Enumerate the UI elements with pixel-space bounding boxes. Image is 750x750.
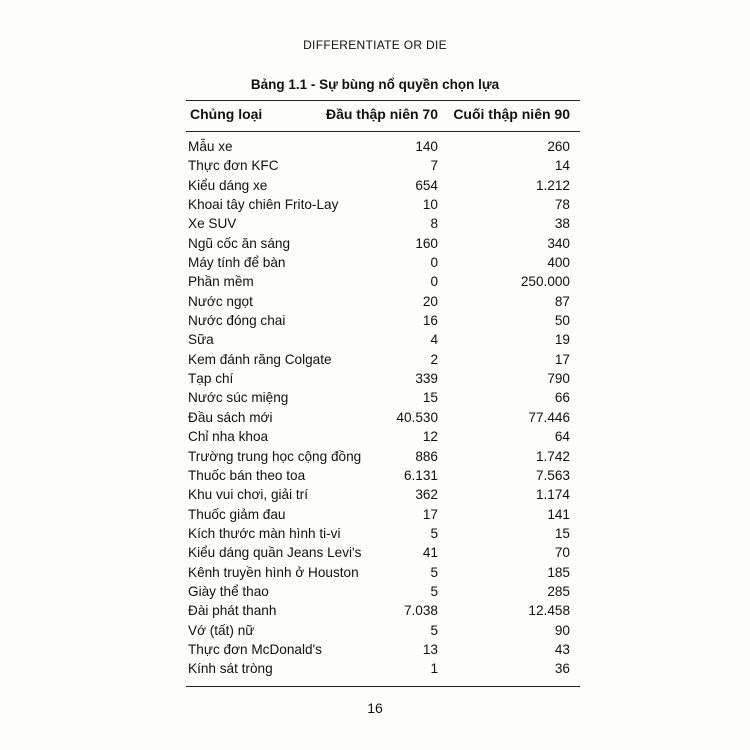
table-row [186, 272, 580, 291]
cell-early-70s: 1 [430, 661, 438, 677]
table-body [186, 137, 580, 679]
cell-category: Nước súc miệng [188, 390, 289, 406]
table-row [186, 621, 580, 640]
table-row [186, 311, 580, 330]
cell-late-90s: 1.742 [535, 448, 570, 464]
cell-early-70s: 362 [415, 487, 438, 503]
cell-category: Thuốc giảm đau [188, 506, 286, 522]
cell-early-70s: 7.038 [403, 603, 438, 619]
cell-early-70s: 15 [422, 390, 438, 406]
table-row [186, 156, 580, 175]
cell-category: Kính sát tròng [188, 661, 273, 677]
cell-late-90s: 1.212 [535, 177, 570, 193]
table-row [186, 176, 580, 195]
header-late-90s: Cuối thập niên 90 [453, 106, 570, 122]
table-row [186, 505, 580, 524]
table-row [186, 292, 580, 311]
cell-late-90s: 90 [554, 622, 570, 638]
cell-late-90s: 400 [547, 255, 570, 271]
cell-late-90s: 17 [554, 351, 570, 367]
cell-category: Xe SUV [188, 216, 237, 232]
table-row [186, 369, 580, 388]
cell-early-70s: 160 [415, 235, 438, 251]
cell-category: Phần mềm [188, 274, 254, 290]
cell-late-90s: 141 [547, 506, 570, 522]
cell-early-70s: 5 [430, 525, 438, 541]
table-row [186, 350, 580, 369]
cell-late-90s: 38 [554, 216, 570, 232]
cell-late-90s: 12.458 [528, 603, 570, 619]
cell-early-70s: 7 [430, 158, 438, 174]
table-row [186, 137, 580, 156]
cell-late-90s: 43 [554, 641, 570, 657]
table-header-rule [186, 131, 580, 132]
cell-early-70s: 5 [430, 622, 438, 638]
cell-category: Thực đơn KFC [188, 158, 279, 174]
cell-late-90s: 790 [547, 371, 570, 387]
cell-category: Kiểu dáng quần Jeans Levi's [188, 545, 362, 561]
cell-early-70s: 13 [422, 641, 438, 657]
cell-early-70s: 10 [422, 197, 438, 213]
cell-late-90s: 285 [547, 583, 570, 599]
cell-category: Thuốc bán theo toa [188, 467, 306, 483]
cell-early-70s: 654 [415, 177, 438, 193]
cell-category: Kích thước màn hình ti-vi [188, 525, 341, 541]
cell-early-70s: 140 [415, 139, 438, 154]
cell-early-70s: 40.530 [396, 409, 438, 425]
cell-category: Giày thể thao [188, 583, 269, 599]
cell-early-70s: 16 [422, 313, 438, 329]
cell-early-70s: 0 [430, 274, 438, 290]
cell-late-90s: 185 [547, 564, 570, 580]
table-row [186, 582, 580, 601]
cell-late-90s: 1.174 [535, 487, 570, 503]
table-row [186, 466, 580, 485]
cell-late-90s: 66 [554, 390, 570, 406]
cell-category: Đầu sách mới [188, 409, 273, 425]
cell-category: Kênh truyền hình ở Houston [188, 564, 359, 580]
cell-category: Trường trung học cộng đồng [188, 448, 362, 464]
cell-early-70s: 0 [430, 255, 438, 271]
cell-early-70s: 6.131 [403, 467, 438, 483]
page-number: 16 [367, 700, 383, 716]
table-row [186, 543, 580, 562]
table-row [186, 659, 580, 678]
cell-early-70s: 886 [415, 448, 438, 464]
cell-late-90s: 77.446 [528, 409, 570, 425]
table-row [186, 388, 580, 407]
table-row [186, 524, 580, 543]
table-row [186, 214, 580, 233]
cell-late-90s: 260 [547, 139, 570, 154]
cell-category: Sữa [188, 332, 214, 348]
cell-category: Máy tính để bàn [188, 255, 286, 271]
table-bottom-rule [186, 686, 580, 687]
cell-late-90s: 36 [554, 661, 570, 677]
cell-category: Khu vui chơi, giải trí [188, 487, 308, 503]
cell-category: Đài phát thanh [188, 603, 277, 619]
cell-category: Vớ (tất) nữ [188, 622, 255, 638]
table-row [186, 485, 580, 504]
cell-early-70s: 12 [422, 429, 438, 445]
cell-early-70s: 17 [422, 506, 438, 522]
cell-category: Kem đánh răng Colgate [188, 351, 332, 367]
cell-category: Chỉ nha khoa [188, 429, 269, 445]
table-row [186, 447, 580, 466]
cell-category: Mẫu xe [188, 139, 233, 154]
cell-late-90s: 64 [554, 429, 570, 445]
cell-early-70s: 8 [430, 216, 438, 232]
cell-late-90s: 19 [554, 332, 570, 348]
table-header [186, 106, 580, 126]
cell-late-90s: 50 [554, 313, 570, 329]
table-caption: Bảng 1.1 - Sự bùng nổ quyền chọn lựa [250, 77, 500, 92]
cell-late-90s: 78 [554, 197, 570, 213]
table-row [186, 195, 580, 214]
table-row [186, 408, 580, 427]
cell-late-90s: 340 [547, 235, 570, 251]
cell-category: Tạp chí [188, 371, 234, 387]
table-top-rule [186, 100, 580, 101]
table-row [186, 563, 580, 582]
cell-category: Kiểu dáng xe [188, 177, 268, 193]
cell-late-90s: 250.000 [520, 274, 570, 290]
cell-early-70s: 4 [430, 332, 438, 348]
table-row [186, 234, 580, 253]
cell-early-70s: 339 [415, 371, 438, 387]
table-row [186, 427, 580, 446]
cell-early-70s: 5 [430, 564, 438, 580]
cell-category: Thực đơn McDonald's [188, 641, 322, 657]
cell-late-90s: 70 [554, 545, 570, 561]
cell-late-90s: 7.563 [535, 467, 570, 483]
table-row [186, 253, 580, 272]
cell-early-70s: 2 [430, 351, 438, 367]
table-row [186, 330, 580, 349]
header-category: Chủng loại [190, 106, 263, 122]
cell-category: Nước đóng chai [188, 313, 286, 329]
table-row [186, 601, 580, 620]
cell-early-70s: 20 [422, 293, 438, 309]
running-head: DIFFERENTIATE OR DIE [303, 38, 447, 52]
cell-early-70s: 5 [430, 583, 438, 599]
cell-late-90s: 87 [554, 293, 570, 309]
cell-category: Ngũ cốc ăn sáng [188, 235, 291, 251]
cell-category: Khoai tây chiên Frito-Lay [188, 197, 339, 213]
cell-category: Nước ngọt [188, 293, 253, 309]
header-early-70s: Đầu thập niên 70 [325, 106, 438, 122]
cell-early-70s: 41 [422, 545, 438, 561]
cell-late-90s: 15 [554, 525, 570, 541]
cell-late-90s: 14 [554, 158, 570, 174]
table-row [186, 640, 580, 659]
